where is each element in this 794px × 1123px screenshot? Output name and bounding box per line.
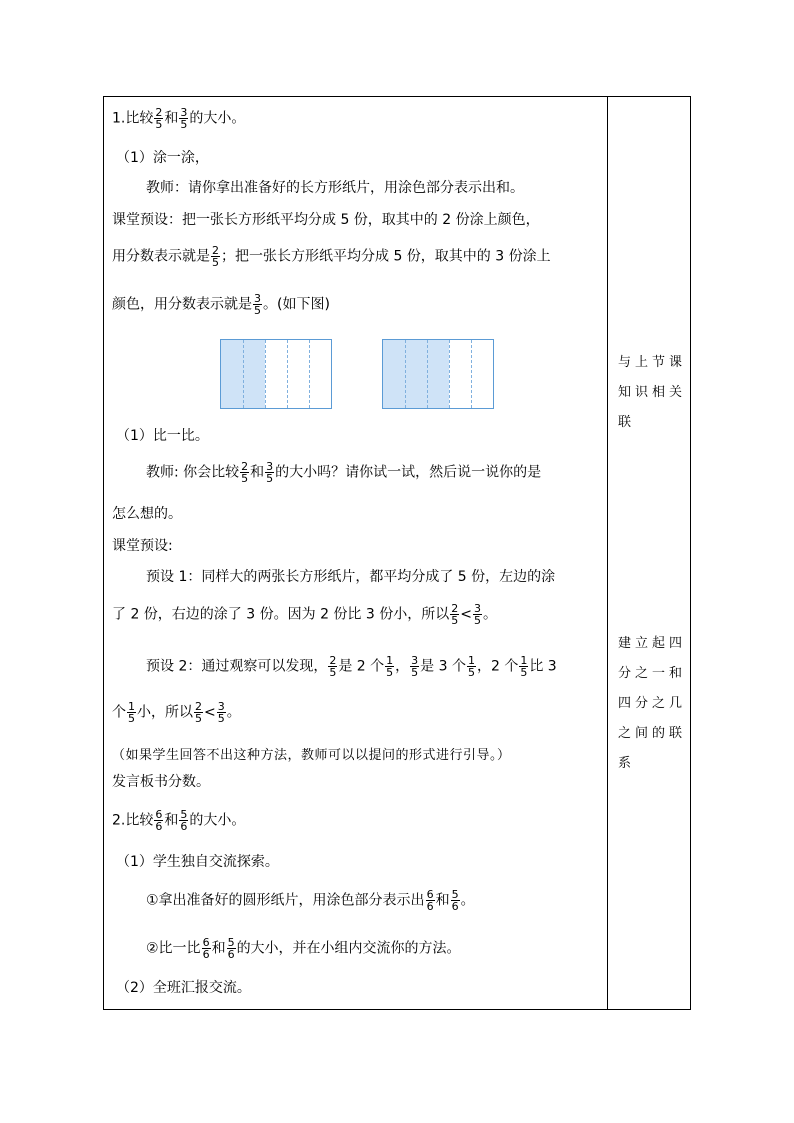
fraction: $\frac{1}{5}$ bbox=[520, 654, 528, 679]
shaded-part bbox=[383, 340, 405, 408]
part-divider bbox=[405, 340, 406, 408]
preset1-line: 了 2 份，右边的涂了 3 份。因为 2 份比 3 份小，所以 $\frac{2}{5}$ < $\frac{3}{5}$ 。 bbox=[112, 602, 497, 627]
section1-title: 1.比较 $\frac{2}{5}$ 和 $\frac{3}{5}$ 的大小。 bbox=[112, 106, 246, 131]
fraction: $\frac{5}{6}$ bbox=[227, 936, 235, 961]
step-heading: （1）涂一涂， bbox=[116, 150, 209, 166]
fraction: $\frac{3}{5}$ bbox=[217, 700, 225, 725]
preset-line: 颜色，用分数表示就是 $\frac{3}{5}$ 。(如下图) bbox=[112, 292, 330, 317]
preset-label: 课堂预设: bbox=[112, 538, 173, 554]
board-line: 发言板书分数。 bbox=[112, 774, 210, 790]
teacher-line: 怎么想的。 bbox=[112, 506, 182, 522]
fraction: $\frac{3}{5}$ bbox=[266, 460, 274, 485]
unshaded-part bbox=[471, 340, 493, 408]
fraction: $\frac{1}{5}$ bbox=[467, 654, 475, 679]
preset2-line: 预设 2：通过观察可以发现， $\frac{2}{5}$ 是 2 个 $\frac{1}{5}$ ， $\frac{3}{5}$ 是 3 个 $\frac{1}{5}$ ，2 个 $\frac{1}{5}$ 比 3 bbox=[146, 654, 557, 679]
notes-column bbox=[608, 97, 691, 1009]
fraction: $\frac{6}{6}$ bbox=[426, 888, 434, 913]
part-divider bbox=[309, 340, 310, 408]
fraction: $\frac{3}{5}$ bbox=[180, 106, 188, 131]
unshaded-part bbox=[309, 340, 331, 408]
fraction: $\frac{2}{5}$ bbox=[241, 460, 249, 485]
shaded-part bbox=[405, 340, 427, 408]
preset2-line: 个 $\frac{1}{5}$ 小，所以 $\frac{2}{5}$ < $\frac{3}{5}$ 。 bbox=[112, 700, 241, 725]
rectangle-figure-left bbox=[220, 339, 332, 409]
step-heading: （1）学生独自交流探索。 bbox=[116, 854, 279, 870]
fraction: $\frac{6}{6}$ bbox=[155, 808, 163, 833]
section2-title: 2.比较 $\frac{6}{6}$ 和 $\frac{5}{6}$ 的大小。 bbox=[112, 808, 246, 833]
main-column bbox=[104, 97, 607, 1009]
part-divider bbox=[449, 340, 450, 408]
part-divider bbox=[471, 340, 472, 408]
preset-line: 课堂预设：把一张长方形纸平均分成 5 份，取其中的 2 份涂上颜色， bbox=[112, 212, 540, 228]
fraction: $\frac{6}{6}$ bbox=[202, 936, 210, 961]
side-note-2: 建立起四 分之一和 四分之几 之间的联 系 bbox=[618, 636, 687, 771]
fraction: $\frac{3}{5}$ bbox=[473, 602, 481, 627]
fraction: $\frac{3}{5}$ bbox=[411, 654, 419, 679]
fraction: $\frac{2}{5}$ bbox=[212, 244, 219, 269]
teaching-note: （如果学生回答不出这种方法，教师可以以提问的形式进行引导。） bbox=[112, 748, 511, 763]
fraction: $\frac{3}{5}$ bbox=[254, 292, 261, 317]
unshaded-part bbox=[265, 340, 287, 408]
fraction: $\frac{1}{5}$ bbox=[386, 654, 394, 679]
shaded-part bbox=[427, 340, 449, 408]
preset1-line: 预设 1：同样大的两张长方形纸片，都平均分成了 5 份，左边的涂 bbox=[146, 569, 556, 585]
step-line: ②比一比 $\frac{6}{6}$ 和 $\frac{5}{6}$ 的大小，并在小组内交流你的方法。 bbox=[146, 936, 461, 961]
fraction: $\frac{2}{5}$ bbox=[155, 106, 163, 131]
fraction: $\frac{5}{6}$ bbox=[180, 808, 188, 833]
step-heading: （1）比一比。 bbox=[116, 428, 209, 444]
rectangle-figure-right bbox=[382, 339, 494, 409]
fraction: $\frac{5}{6}$ bbox=[451, 888, 459, 913]
shaded-part bbox=[221, 340, 243, 408]
part-divider bbox=[265, 340, 266, 408]
fraction: $\frac{2}{5}$ bbox=[329, 654, 337, 679]
lesson-table bbox=[103, 96, 691, 1010]
fraction: $\frac{2}{5}$ bbox=[451, 602, 459, 627]
part-divider bbox=[287, 340, 288, 408]
shaded-part bbox=[243, 340, 265, 408]
teacher-line: 教师：请你拿出准备好的长方形纸片，用涂色部分表示出和。 bbox=[146, 180, 524, 196]
fraction: $\frac{1}{5}$ bbox=[128, 700, 135, 725]
unshaded-part bbox=[287, 340, 309, 408]
part-divider bbox=[427, 340, 428, 408]
unshaded-part bbox=[449, 340, 471, 408]
fraction: $\frac{2}{5}$ bbox=[195, 700, 202, 725]
part-divider bbox=[243, 340, 244, 408]
step-line: ①拿出准备好的圆形纸片，用涂色部分表示出 $\frac{6}{6}$ 和 $\frac{5}{6}$ 。 bbox=[146, 888, 475, 913]
preset-line: 用分数表示就是 $\frac{2}{5}$ ；把一张长方形纸平均分成 5 份，取其中的 3 份涂上 bbox=[112, 244, 551, 269]
side-note-1: 与上节课 知识相关 联 bbox=[618, 355, 687, 430]
teacher-line: 教师: 你会比较 $\frac{2}{5}$ 和 $\frac{3}{5}$ 的大小吗？请你试一试，然后说一说你的是 bbox=[146, 460, 542, 485]
step-heading: （2）全班汇报交流。 bbox=[116, 980, 251, 996]
